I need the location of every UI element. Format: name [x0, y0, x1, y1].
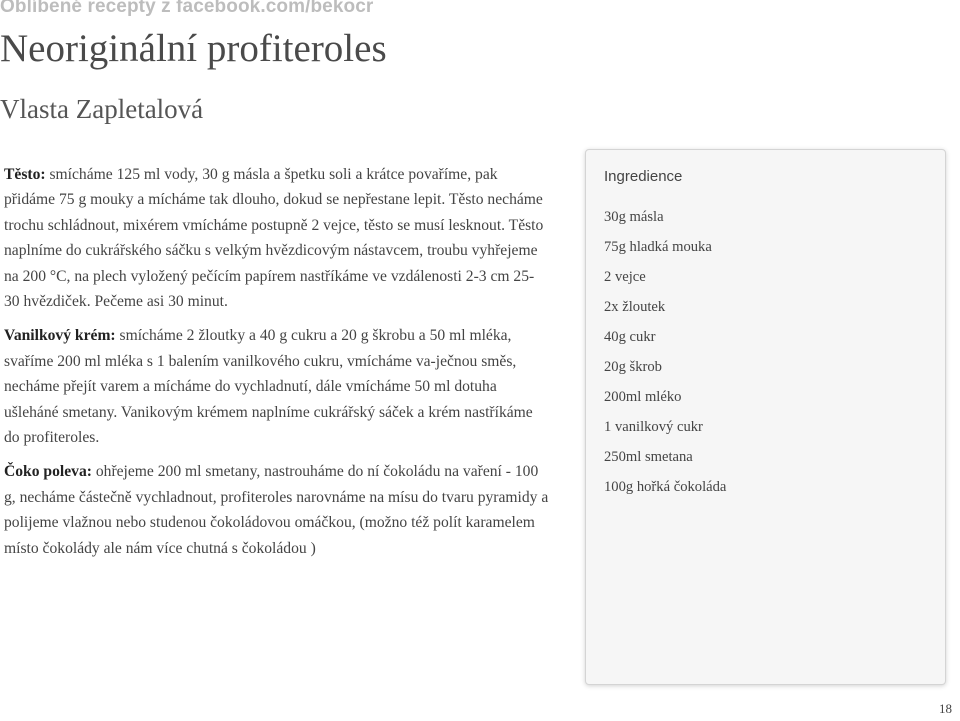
recipe-author: Vlasta Zapletalová	[0, 94, 204, 124]
ingredient-item: 200ml mléko	[604, 389, 682, 405]
ingredient-item: 30g másla	[604, 209, 664, 225]
ingredient-item: 75g hladká mouka	[604, 239, 712, 255]
section-heading: Čoko poleva:	[4, 463, 92, 481]
ingredients-panel	[585, 149, 946, 685]
ingredients-title: Ingredience	[604, 168, 683, 185]
section-text: ohřejeme 200 ml smetany, nastrouháme do ní čokoládu na vaření - 100 g, necháme částečně vychladnout, profiteroles narovnáme na mísu do tvaru pyramidy a polijeme vlažnou nebo studenou čokoládovou omáčkou, (možno též polít karamelem místo čokolády ale nám více chutná s čokoládou )	[4, 463, 549, 557]
ingredient-item: 250ml smetana	[604, 449, 693, 465]
ingredient-item: 2x žloutek	[604, 299, 666, 315]
section-text: smícháme 2 žloutky a 40 g cukru a 20 g škrobu a 50 ml mléka, svaříme 200 ml mléka s 1 balením vanilkového cukru, vmícháme va-ječnou směs, necháme přejít varem a mícháme do vychladnutí, dále vmícháme 50 ml dotuha ušleháné smetany. Vanikovým krémem naplníme cukrářský sáček a krém nastříkáme do profiteroles.	[4, 327, 533, 447]
ingredient-item: 20g škrob	[604, 359, 662, 375]
source-header: Oblíbené recepty z facebook.com/bekocr	[0, 0, 374, 17]
section-heading: Těsto:	[4, 166, 46, 183]
section-text: smícháme 125 ml vody, 30 g másla a špetku soli a krátce povaříme, pak přidáme 75 g mouky a mícháme tak dlouho, dokud se nepřestane lepit. Těsto necháme trochu schládnout, mixérem vmícháme postupně 2 vejce, těsto se musí lesknout. Těsto naplníme do cukrářského sáčku s velkým hvězdicovým nástavcem, troubu vyhřejeme na 200 °C, na plech vyložený pečícím papírem nastříkáme ve vzdálenosti 2-3 cm 25-30 hvězdiček. Pečeme asi 30 minut.	[4, 166, 544, 311]
ingredient-item: 40g cukr	[604, 329, 656, 345]
ingredient-item: 1 vanilkový cukr	[604, 419, 703, 435]
recipe-instructions	[4, 162, 549, 570]
ingredient-item: 2 vejce	[604, 269, 646, 285]
section-dough	[4, 162, 549, 314]
ingredients-list	[604, 202, 726, 502]
section-chocolate-glaze	[4, 459, 549, 561]
page-number: 18	[939, 701, 952, 716]
ingredient-item: 100g hořká čokoláda	[604, 479, 727, 495]
section-heading: Vanilkový krém:	[4, 327, 116, 345]
recipe-title: Neoriginální profiteroles	[0, 27, 387, 70]
section-vanilla-cream	[4, 323, 549, 450]
